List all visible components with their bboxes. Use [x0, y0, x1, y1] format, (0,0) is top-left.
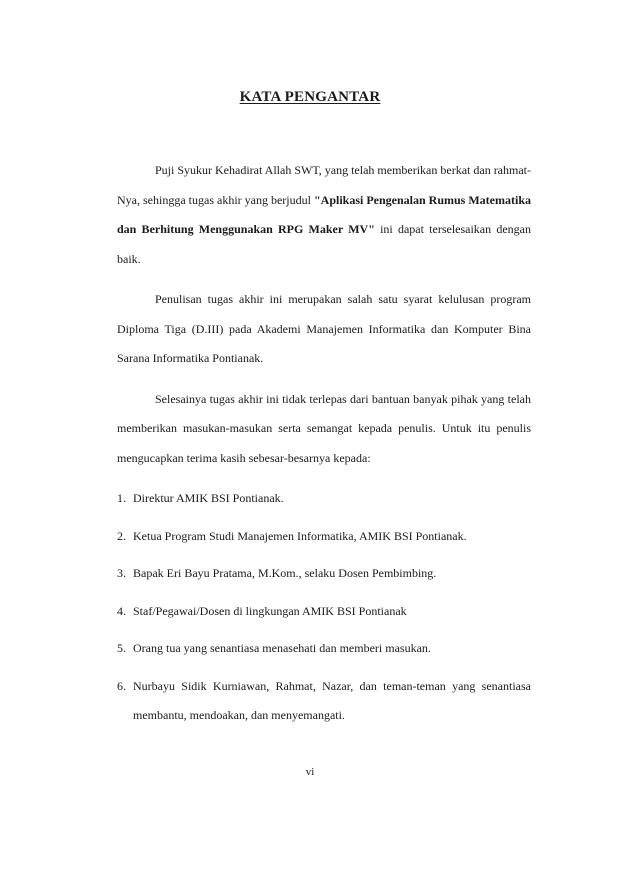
list-item-text: Orang tua yang senantiasa menasehati dan memberi masukan.: [133, 641, 431, 655]
page-number: vi: [305, 766, 315, 778]
list-item: [117, 522, 531, 552]
paragraph-intro-lead: Puji Syukur Kehadirat Allah SWT, yang telah memberikan berkat dan rahmat-Nya, sehingga tugas akhir yang berjudul: [117, 163, 532, 207]
list-item: [117, 484, 531, 514]
list-item-number: 2.: [117, 528, 126, 543]
list-item-number: 3.: [117, 566, 126, 580]
list-item-text: Direktur AMIK BSI Pontianak.: [133, 491, 284, 505]
paragraph-acknowledgement: Selesainya tugas akhir ini tidak terlepas dari bantuan banyak pihak yang telah memberikan masukan-masukan serta semangat kepada penulis. Untuk itu penulis mengucapkan terima kasih sebesar-besarnya kepada:: [117, 391, 531, 465]
list-item: [117, 672, 531, 731]
thesis-title: "Aplikasi Pengenalan Rumus Matematika dan Berhitung Menggunakan RPG Maker MV": [117, 192, 532, 236]
list-item-number: 5.: [117, 641, 126, 655]
list-item-text: Staf/Pegawai/Dosen di lingkungan AMIK BSI Pontianak: [133, 603, 407, 618]
list-item-text: Bapak Eri Bayu Pratama, M.Kom., selaku Dosen Pembimbing.: [133, 566, 437, 580]
thanks-list: [117, 484, 531, 731]
page-title: KATA PENGANTAR: [239, 89, 381, 105]
list-item-number: 6.: [117, 678, 126, 693]
list-item-number: 1.: [117, 491, 126, 505]
document-body: [117, 156, 531, 739]
list-item-text: Nurbayu Sidik Kurniawan, Rahmat, Nazar, dan teman-teman yang senantiasa membantu, mendoakan, dan menyemangati.: [133, 678, 531, 722]
list-item-number: 4.: [117, 603, 126, 618]
paragraph-purpose: Penulisan tugas akhir ini merupakan salah satu syarat kelulusan program Diploma Tiga (D.III) pada Akademi Manajemen Informatika dan Komputer Bina Sarana Informatika Pontianak.: [117, 292, 531, 365]
list-item: [117, 559, 531, 589]
list-item: [117, 634, 531, 664]
list-item: [117, 597, 531, 627]
list-item-text: Ketua Program Studi Manajemen Informatika, AMIK BSI Pontianak.: [133, 528, 467, 543]
paragraph-intro: [117, 156, 531, 274]
paragraph-intro-tail: ini dapat terselesaikan dengan baik.: [117, 222, 532, 266]
